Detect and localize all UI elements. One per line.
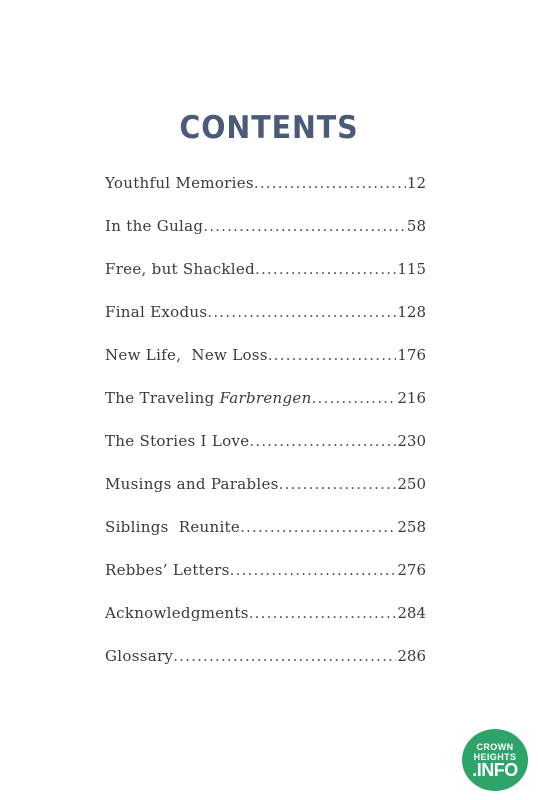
toc-entry-title: Glossary [105,647,174,665]
toc-entry-page: 286 [397,647,426,665]
toc-entry-page: 216 [397,389,426,407]
watermark-line-1: CROWN [476,742,514,752]
watermark-line-2: HEIGHTS [473,752,517,762]
dot-leader [279,467,397,501]
toc-entry-title: New Life, New Loss [105,346,268,364]
toc-entry-glossary [105,639,426,682]
toc-entry-title: The Stories I Love [105,432,250,450]
toc-entry-free-but-shackled [105,252,426,295]
dot-leader [203,209,406,243]
dot-leader [268,338,397,372]
watermark-line-3: .INFO [472,760,518,780]
toc-entry-title: Final Exodus [105,303,208,321]
toc-entry-title: Youthful Memories [105,174,254,192]
dot-leader [249,596,397,630]
toc-entry-the-stories-i-love [105,424,426,467]
dot-leader [173,639,396,673]
toc-entry-title: Musings and Parables [105,475,279,493]
toc-entry-page: 276 [397,561,426,579]
toc-entry-page: 115 [397,260,426,278]
dot-leader [255,252,396,286]
toc-entry-page: 58 [406,217,426,235]
dot-leader [207,295,396,329]
contents-heading: CONTENTS [179,110,359,146]
dot-leader [312,381,397,415]
dot-leader [249,424,396,458]
crownheights-watermark-logo [462,729,528,791]
table-of-contents [105,166,426,682]
toc-entry-title: Acknowledgments [105,604,249,622]
toc-entry-rebbes-letters [105,553,426,596]
toc-entry-siblings-reunite [105,510,426,553]
toc-entry-youthful-memories [105,166,426,209]
toc-entry-title-italic: Farbrengen [219,389,312,407]
toc-entry-page: 258 [397,518,426,536]
toc-entry-page: 284 [397,604,426,622]
toc-entry-page: 12 [406,174,426,192]
toc-entry-page: 230 [397,432,426,450]
toc-entry-new-life-new-loss [105,338,426,381]
toc-entry-title: Siblings Reunite [105,518,241,536]
dot-leader [254,166,406,200]
toc-entry-title: Free, but Shackled [105,260,255,278]
toc-entry-title-prefix: The Traveling [105,389,220,407]
dot-leader [230,553,397,587]
toc-entry-page: 250 [397,475,426,493]
toc-entry-title: In the Gulag [105,217,204,235]
toc-entry-final-exodus [105,295,426,338]
toc-entry-page: 176 [397,346,426,364]
toc-entry-page: 128 [397,303,426,321]
dot-leader [240,510,396,544]
toc-entry-acknowledgments [105,596,426,639]
toc-entry-title [105,381,312,415]
toc-entry-title: Rebbes’ Letters [105,561,230,579]
toc-entry-musings-and-parables [105,467,426,510]
toc-entry-in-the-gulag [105,209,426,252]
toc-entry-the-traveling-farbrengen [105,381,426,424]
